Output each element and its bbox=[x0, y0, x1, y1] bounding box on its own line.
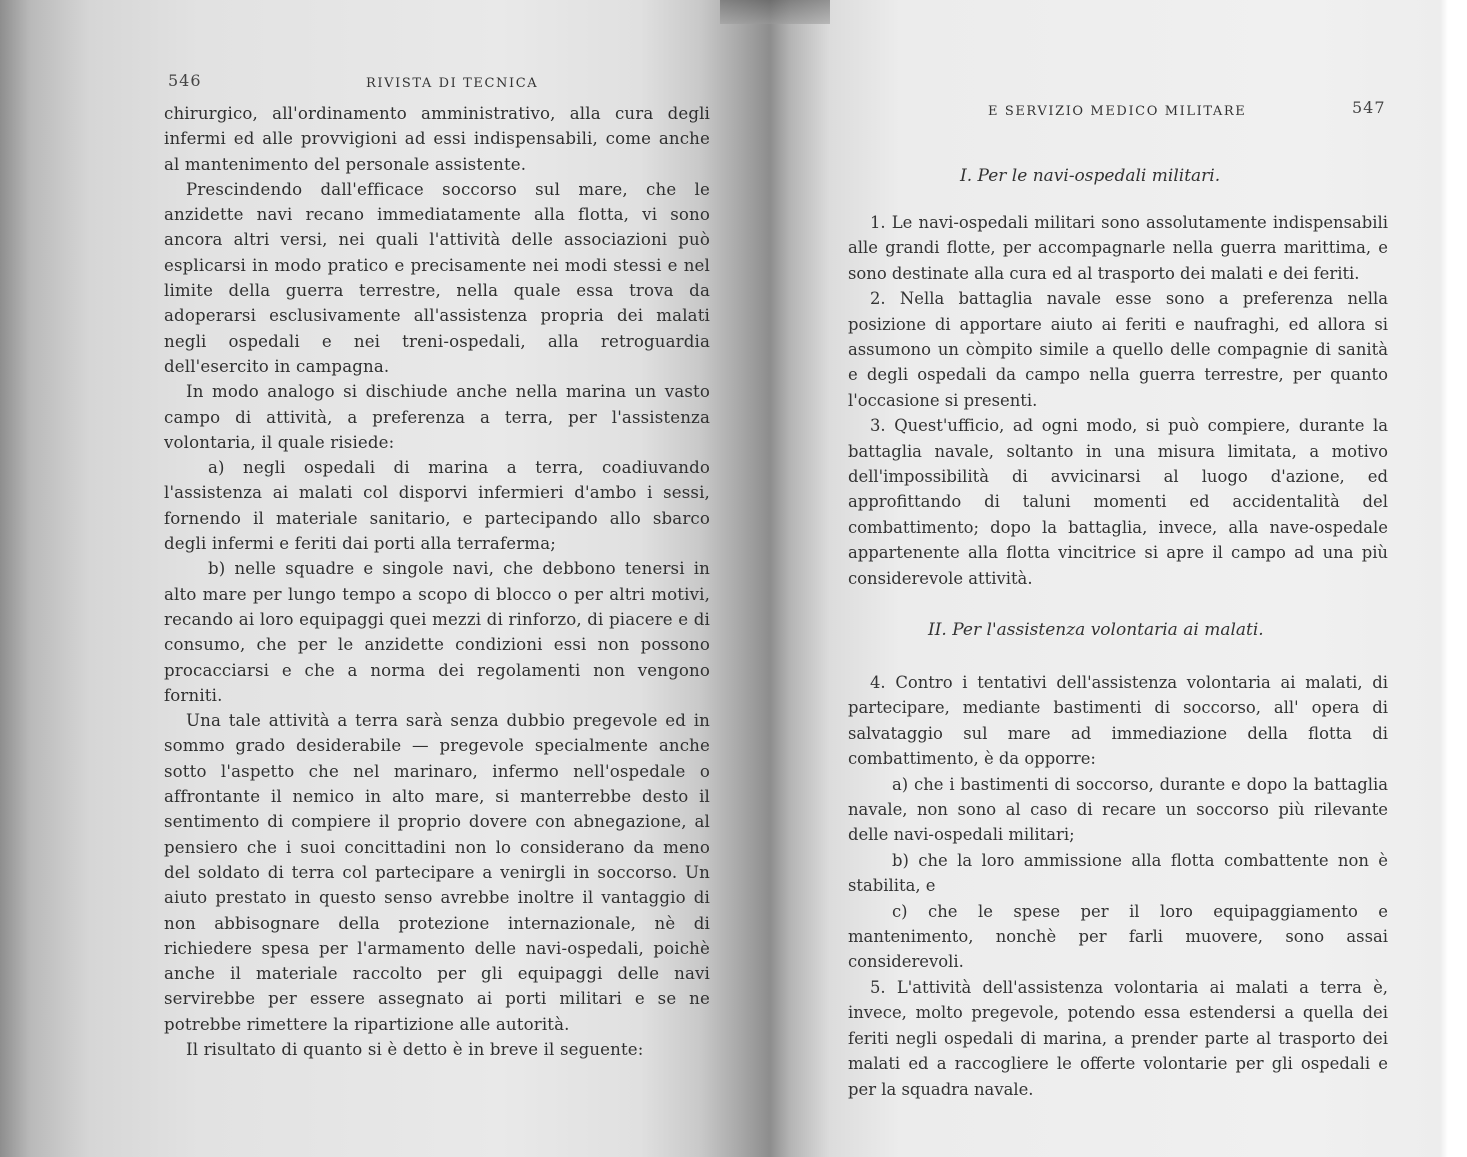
section-1-body bbox=[848, 210, 1388, 591]
section-title-2: II. Per l'assistenza volontaria ai malati. bbox=[928, 620, 1264, 640]
running-head-right: E SERVIZIO MEDICO MILITARE bbox=[988, 104, 1247, 119]
paragraph: In modo analogo si dischiude anche nella marina un vasto campo di attività, a preferenza a terra, per l'assistenza volontaria, il quale risiede: bbox=[164, 382, 710, 452]
paragraph: chirurgico, all'ordinamento amministrativo, alla cura degli infermi ed alle provvigioni ad essi indispensabili, come anche al mantenimento del personale assistente. bbox=[164, 104, 710, 174]
left-body bbox=[164, 101, 710, 1062]
list-item: b) che la loro ammissione alla flotta combattente non è stabilita, e bbox=[848, 850, 1388, 896]
list-item: 5. L'attività dell'assistenza volontaria ai malati a terra è, invece, molto pregevole, potendo essa estendersi a quella dei feriti negli ospedali di marina, a prender parte al trasporto dei malati ed a raccogliere le offerte volontarie per gli ospedali e per la squadra navale. bbox=[848, 977, 1388, 1099]
list-item: 2. Nella battaglia navale esse sono a preferenza nella posizione di apportare aiuto ai feriti e naufraghi, ed allora si assumono un còmpito simile a quello delle compagnie di sanità e degli ospedali da campo nella guerra terrestre, per quanto l'occasione si presenti. bbox=[848, 289, 1388, 410]
list-item: a) che i bastimenti di soccorso, durante e dopo la battaglia navale, non sono al caso di recare un soccorso più rilevante delle navi-ospedali militari; bbox=[848, 774, 1388, 845]
page-number-left: 546 bbox=[168, 71, 202, 90]
section-2-body bbox=[848, 670, 1388, 1102]
list-item: c) che le spese per il loro equipaggiamento e mantenimento, nonchè per farli muovere, sono assai considerevoli. bbox=[848, 901, 1388, 972]
list-item: 1. Le navi-ospedali militari sono assolutamente indispensabili alle grandi flotte, per accompagnarle nella guerra marittima, e sono destinate alla cura ed al trasporto dei malati e dei feriti. bbox=[848, 213, 1388, 283]
paragraph: Una tale attività a terra sarà senza dubbio pregevole ed in sommo grado desiderabile — pregevole specialmente anche sotto l'aspetto che nel marinaro, infermo nell'ospedale o affrontante il nemico in alto mare, si manterrebbe desto il sentimento di compiere il proprio dovere con abnegazione, al pensiero che i suoi concittadini non lo considerano da meno del soldato di terra col partecipare a venirgli in soccorso. Un aiuto prestato in questo senso avrebbe inoltre il vantaggio di non abbisognare della protezione internazionale, nè di richiedere spesa per l'armamento delle navi-ospedali, poichè anche il materiale raccolto per gli equipaggi delle navi servirebbe per essere assegnato ai porti militari e se ne potrebbe rimettere la ripartizione alle autorità. bbox=[164, 711, 710, 1034]
list-item: 3. Quest'ufficio, ad ogni modo, si può compiere, durante la battaglia navale, soltanto in una misura limitata, a motivo dell'impossibilità di avvicinarsi al luogo d'azione, ed approfittando di taluni momenti ed accidentalità del combattimento; dopo la battaglia, invece, alla nave-ospedale appartenente alla flotta vincitrice si apre il campo ad una più considerevole attività. bbox=[848, 416, 1388, 588]
right-page bbox=[790, 0, 1450, 1157]
list-item: b) nelle squadre e singole navi, che debbono tenersi in alto mare per lungo tempo a scopo di blocco o per altri motivi, recando ai loro equipaggi quei mezzi di rinforzo, di piacere e di consumo, che per le anzidette condizioni essi non possono procacciarsi e che a norma dei regolamenti non vengono forniti. bbox=[164, 559, 710, 705]
paragraph: Prescindendo dall'efficace soccorso sul mare, che le anzidette navi recano immediatamente alla flotta, vi sono ancora altri versi, nei quali l'attività delle associazioni può esplicarsi in modo pratico e precisamente nei modi stessi e nel limite della guerra terrestre, nella quale essa trova da adoperarsi esclusivamente all'assistenza propria dei malati negli ospedali e nei treni-ospedali, alla retroguardia dell'esercito in campagna. bbox=[164, 179, 710, 376]
page-number-right: 547 bbox=[1352, 98, 1386, 117]
list-item: a) negli ospedali di marina a terra, coadiuvando l'assistenza ai malati col disporvi infermieri d'ambo i sessi, fornendo il materiale sanitario, e partecipando allo sbarco degli infermi e feriti dai porti alla terraferma; bbox=[164, 458, 710, 554]
paragraph: Il risultato di quanto si è detto è in breve il seguente: bbox=[186, 1039, 644, 1059]
section-title-1: I. Per le navi-ospedali militari. bbox=[960, 166, 1221, 186]
list-item: 4. Contro i tentativi dell'assistenza volontaria ai malati, di partecipare, mediante bastimenti di soccorso, all' opera di salvataggio sul mare ad immediazione della flotta di combattimento, è da opporre: bbox=[848, 673, 1388, 769]
running-head-left: RIVISTA DI TECNICA bbox=[366, 76, 539, 91]
